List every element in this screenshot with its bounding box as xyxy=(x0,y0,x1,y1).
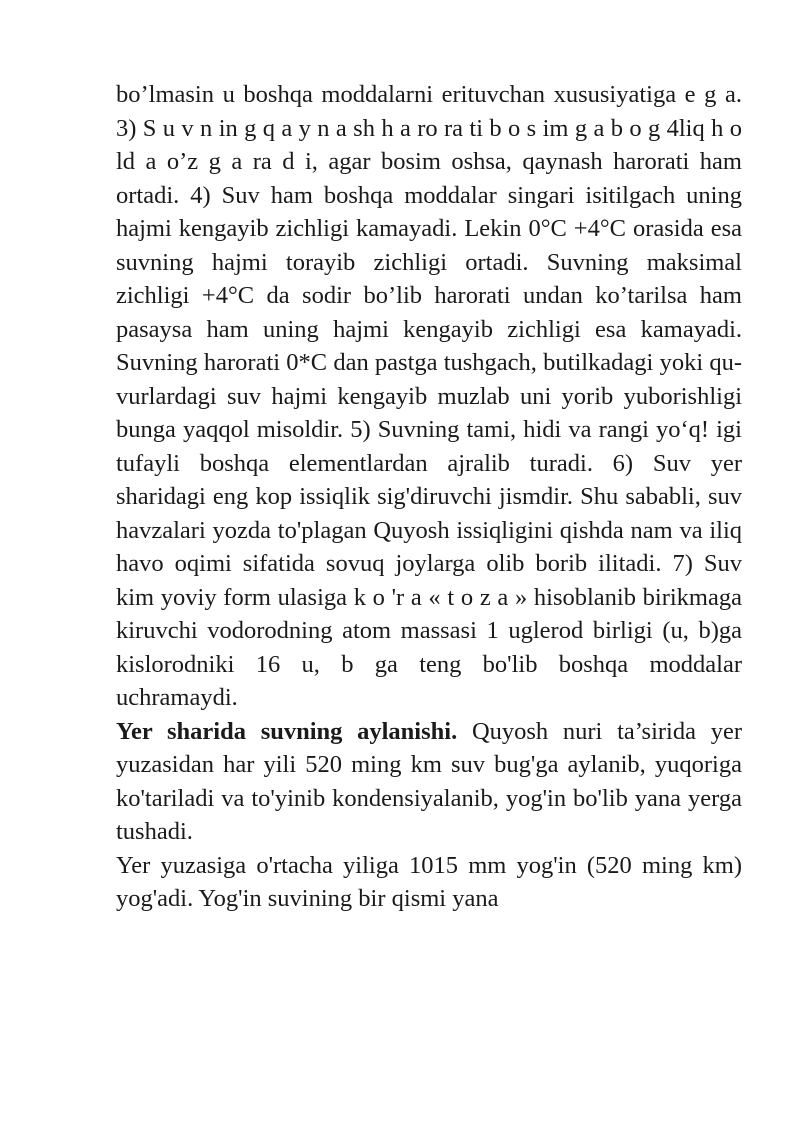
document-page xyxy=(116,78,742,916)
paragraph-text: Quyosh nuri ta’sirida yer yuzasidan har yili 520 ming km suv bug'ga aylanib, yuqoriga ko'tariladi va to'yinib kondensiyalanib, yog'in bo'lib yana yerga tushadi. xyxy=(116,717,742,845)
paragraph-water-properties xyxy=(116,78,742,715)
paragraph-text: Yer yuzasiga o'rtacha yiliga 1015 mm yog'in (520 ming km) yog'adi. Yog'in suvining bir qismi yana xyxy=(116,851,742,912)
paragraph-water-cycle xyxy=(116,715,742,849)
paragraph-precipitation xyxy=(116,849,742,916)
paragraph-text: bo’lmasin u boshqa moddalarni erituvchan xususiyatiga e g a. 3) S u v n in g q a y n a sh h a ro ra ti b o s im g a b o g 4liq h o ld a o’z g a ra d i, agar bosim oshsa, qaynash harorati ham ortadi. 4) Suv ham boshqa moddalar singari isitilgach uning hajmi kengayib zichligi kamayadi. Lekin 0°C +4°C orasida esa suvning hajmi torayib zichligi ortadi. Suvning maksimal zichligi +4°C da sodir bo’lib harorati undan ko’tarilsa ham pasaysa ham uning hajmi kengayib zichligi esa kamayadi. Suvning harorati 0*C dan pastga tushgach, butilkadagi yoki qu- vurlardagi suv hajmi kengayib muzlab uni yorib yuborishligi bunga yaqqol misoldir. 5) Suvning tami, hidi va rangi yo‘q! igi tufayli boshqa elementlardan ajralib turadi. 6) Suv yer sharidagi eng kop issiqlik sig'diruvchi jismdir. Shu sababli, suv havzalari yozda to'plagan Quyosh issiqligini qishda nam va iliq havo oqimi sifatida sovuq joylarga olib borib ilitadi. 7) Suv kim yoviy form ulasiga k o 'r a « t o z a » hisoblanib birikmaga kiruvchi vodorodning atom massasi 1 uglerod birligi (u, b)ga kislorodniki 16 u, b ga teng bo'lib boshqa moddalar uchramaydi. xyxy=(116,81,742,711)
section-heading: Yer sharida suvning aylanishi. xyxy=(116,717,458,745)
